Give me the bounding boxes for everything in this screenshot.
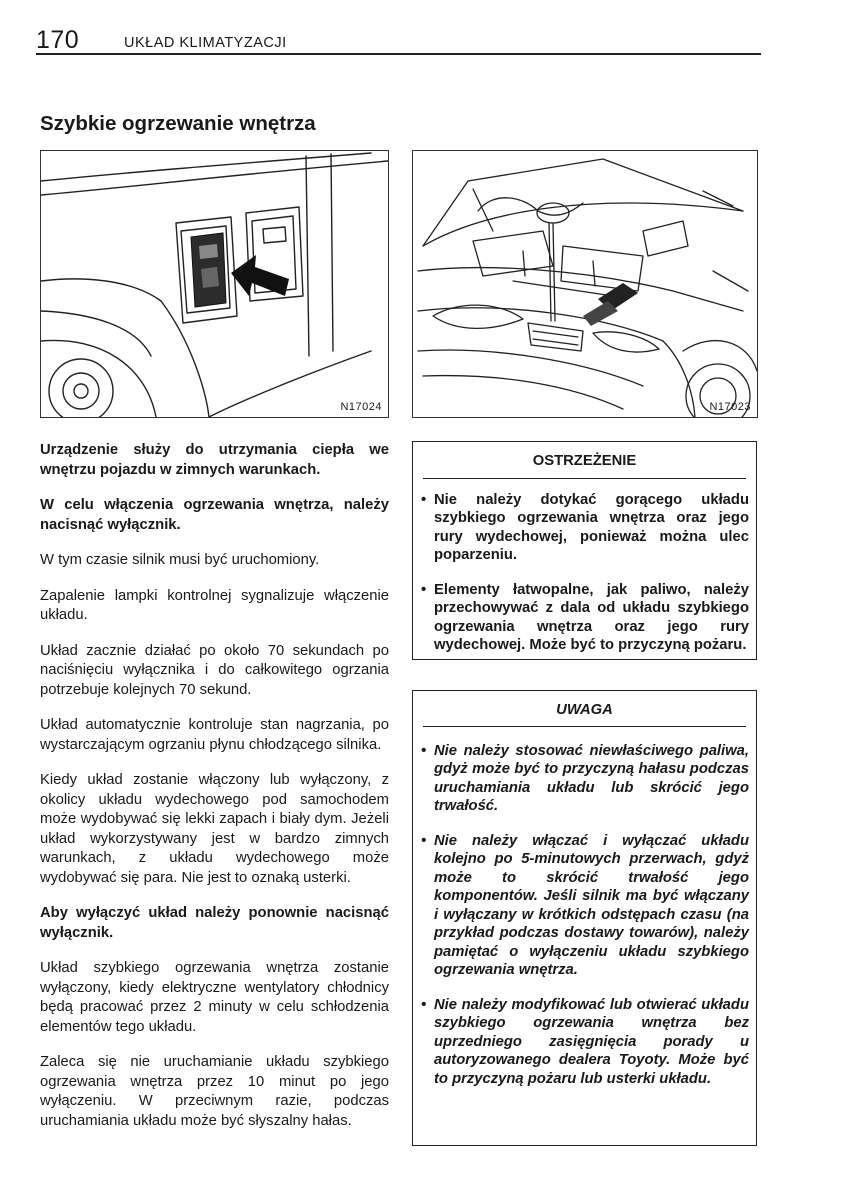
paragraph: Układ automatycznie kontroluje stan nagrzania, po wystarczającym ogrzaniu płynu chłodzącego silnika.	[40, 717, 389, 753]
paragraph: Zaleca się nie uruchamianie układu szybkiego ogrzewania wnętrza przez 10 minut po jego wyłączeniu. W przeciwnym razie, podczas uruchamiania układu może być słyszalny hałas.	[40, 1054, 389, 1129]
header-rule	[36, 53, 761, 55]
figure-switch-illustration	[40, 150, 389, 418]
note-item: • Nie należy stosować niewłaściwego paliwa, gdyż może być to przyczyną hałasu podczas uruchamiania układu lub skrócić jego trwałość.	[421, 742, 749, 816]
warning-box	[412, 441, 757, 660]
warning-heading: OSTRZEŻENIE	[423, 442, 746, 479]
body-text	[40, 441, 389, 1131]
paragraph: Urządzenie służy do utrzymania ciepła we wnętrzu pojazdu w zimnych warunkach.	[40, 442, 389, 478]
note-item: • Nie należy modyfikować lub otwierać układu szybkiego ogrzewania wnętrza bez uprzedniego zasięgnięcia porady u autoryzowanego dealera Toyoty. Może być to przyczyną pożaru lub usterki układu.	[421, 996, 749, 1089]
paragraph: Układ zacznie działać po około 70 sekundach po naciśnięciu wyłącznika i do całkowitego ogrzania potrzebuje kolejnych 70 sekund.	[40, 642, 389, 698]
note-heading: UWAGA	[423, 691, 746, 727]
switch-drawing	[41, 151, 388, 417]
warning-item: • Nie należy dotykać gorącego układu szybkiego ogrzewania wnętrza oraz jego rury wydechowej, ponieważ można ulec poparzeniu.	[421, 491, 749, 565]
note-list	[413, 742, 756, 1089]
figure-code: N17023	[709, 401, 751, 413]
warning-item: • Elementy łatwopalne, jak paliwo, należy przechowywać z dala od układu szybkiego ogrzewania wnętrza oraz jego rury wydechowej. Może być to przyczyną pożaru.	[421, 581, 749, 655]
section-heading: UKŁAD KLIMATYZACJI	[124, 35, 287, 51]
paragraph: Kiedy układ zostanie włączony lub wyłączony, z okolicy układu wydechowego pod samochodem może wydobywać się lekki zapach i biały dym. Jeżeli układ wykorzystywany jest w bardzo zimnych warunkach, z układu wydechowego może wydobywać się para. Nie jest to oznaką usterki.	[40, 772, 389, 886]
page-title: Szybkie ogrzewanie wnętrza	[40, 112, 316, 135]
engine-drawing	[413, 151, 757, 417]
warning-list	[413, 491, 756, 655]
page-number: 170	[36, 26, 80, 54]
paragraph: Aby wyłączyć układ należy ponownie nacisnąć wyłącznik.	[40, 905, 389, 941]
note-box	[412, 690, 757, 1146]
paragraph: Układ szybkiego ogrzewania wnętrza zostanie wyłączony, kiedy elektryczne wentylatory chłodnicy będą pracować przez 2 minuty w celu schłodzenia elementów tego układu.	[40, 960, 389, 1035]
figure-code: N17024	[340, 401, 382, 413]
paragraph: W tym czasie silnik musi być uruchomiony.	[40, 552, 320, 568]
figure-engine-illustration	[412, 150, 758, 418]
paragraph: W celu włączenia ogrzewania wnętrza, należy nacisnąć wyłącznik.	[40, 497, 389, 533]
paragraph: Zapalenie lampki kontrolnej sygnalizuje włączenie układu.	[40, 587, 389, 623]
note-item: • Nie należy włączać i wyłączać układu kolejno po 5-minutowych przerwach, gdyż może to skrócić trwałość jego komponentów. Jeśli silnik ma być włączany i wyłączany w krótkich odstępach czasu (na przykład podczas dostawy towarów), należy pamiętać o wyłączeniu układu szybkiego ogrzewania wnętrza.	[421, 832, 749, 980]
